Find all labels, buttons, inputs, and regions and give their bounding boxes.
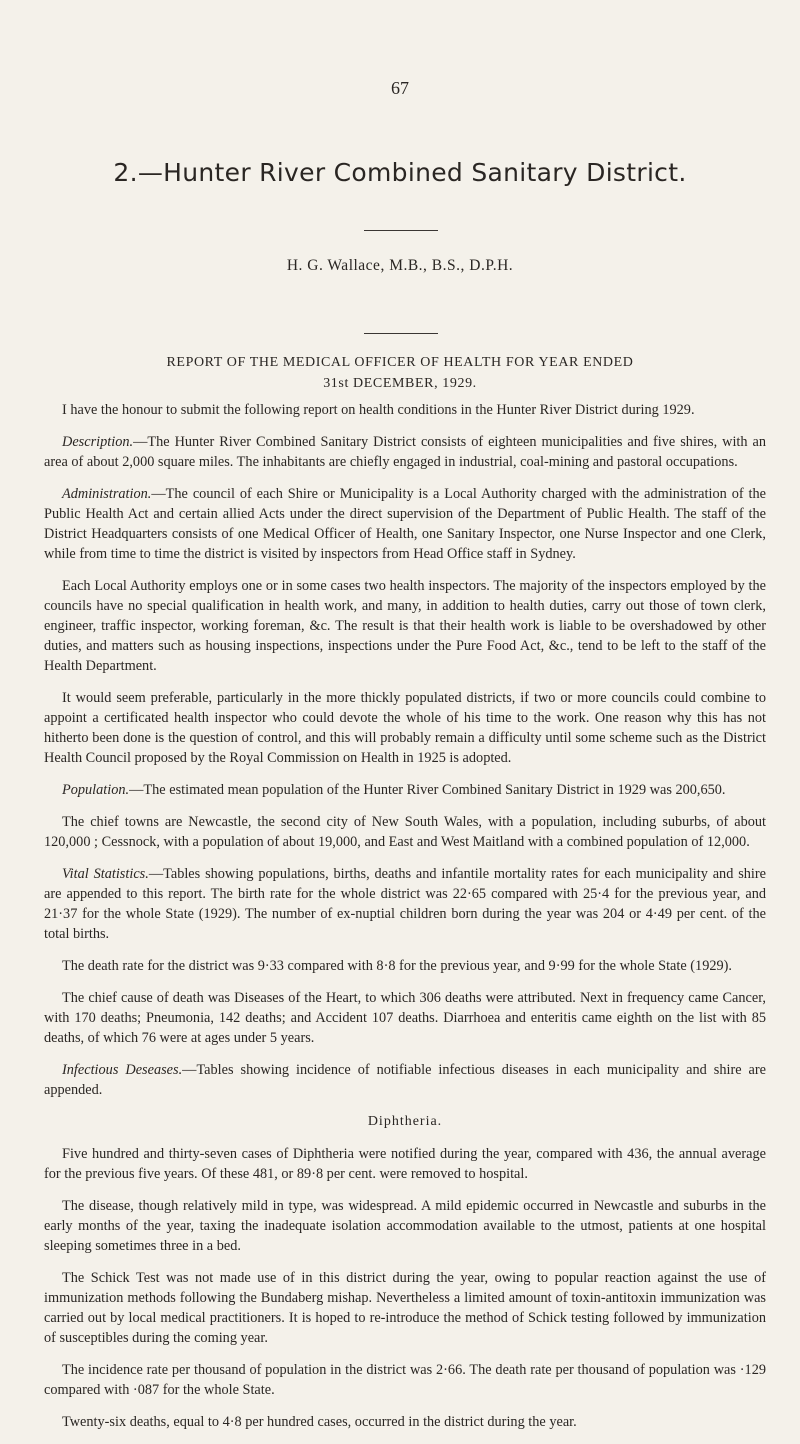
paragraph-text: The chief cause of death was Diseases of the Heart, to which 306 deaths were attributed. Next in frequency came Cancer, with 170 deaths; Pneumonia, 142 deaths; and Accident 107 deaths. Diarrhoea and enteritis came eighth on the list with 85 deaths, of which 76 were at ages under 5 years. bbox=[44, 990, 766, 1046]
paragraph: Twenty-six deaths, equal to 4·8 per hundred cases, occurred in the district during the year. bbox=[62, 1414, 577, 1430]
paragraph: The Schick Test was not made use of in this district during the year, owing to popular reaction against the use of immunization methods following the Bundaberg mishap. Nevertheless a limited amount of toxin-antitoxin immunization was carried out by local medical practitioners. It is hoped to re-introduce the method of Schick testing followed by immunization of susceptibles during the coming year. bbox=[44, 1270, 766, 1346]
author-line: H. G. Wallace, M.B., B.S., D.P.H. bbox=[286, 257, 514, 274]
section-heading: 2.—Hunter River Combined Sanitary District. bbox=[113, 158, 687, 187]
report-title-line: 31st DECEMBER, 1929. bbox=[323, 376, 477, 391]
paragraph-text: —Tables showing incidence of notifiable infectious diseases in each municipality and shire are appended. bbox=[44, 1062, 766, 1098]
paragraph bbox=[44, 688, 766, 768]
paragraph bbox=[44, 400, 766, 420]
diphtheria-subheading: Diphtheria. bbox=[367, 1114, 443, 1129]
paragraph-text: The death rate for the district was 9·33 compared with 8·8 for the previous year, and 9·99 for the whole State (1929). bbox=[62, 958, 732, 974]
paragraph-text: —The estimated mean population of the Hunter River Combined Sanitary District in 1929 was 200,650. bbox=[129, 782, 726, 798]
divider-rule bbox=[364, 230, 438, 231]
divider-rule bbox=[364, 333, 438, 334]
paragraph bbox=[44, 576, 766, 676]
paragraph-text: It would seem preferable, particularly in the more thickly populated districts, if two or more councils could combine to appoint a certificated health inspector who could devote the whole of his time to the work. One reason why this has not hitherto been done is the question of control, and this will probably remain a difficulty until some scheme such as the District Health Council proposed by the Royal Commission on Health in 1925 is adopted. bbox=[44, 690, 766, 766]
paragraph-text: —The council of each Shire or Municipality is a Local Authority charged with the administration of the Public Health Act and certain allied Acts under the direct supervision of the Department of Public Health. The staff of the District Headquarters consists of one Medical Officer of Health, one Sanitary Inspector, one Nurse Inspector and one Clerk, while from time to time the district is visited by inspectors from Head Office staff in Sydney. bbox=[44, 486, 766, 562]
paragraph-text: I have the honour to submit the following report on health conditions in the Hunter River District during 1929. bbox=[62, 402, 695, 418]
paragraph: Five hundred and thirty-seven cases of Diphtheria were notified during the year, compared with 436, the annual average for the previous five years. Of these 481, or 89·8 per cent. were removed to hospital. bbox=[44, 1146, 766, 1182]
paragraph-lead: Description. bbox=[62, 434, 134, 450]
paragraph-text: —Tables showing populations, births, deaths and infantile mortality rates for each municipality and shire are appended to this report. The birth rate for the whole district was 22·65 compared with 25·4 for the previous year, and 21·37 for the whole State (1929). The number of ex-nuptial children born during the year was 204 or 4·49 per cent. of the total births. bbox=[44, 866, 766, 942]
report-title bbox=[0, 352, 800, 394]
paragraph bbox=[44, 956, 766, 976]
paragraph bbox=[44, 1060, 766, 1100]
paragraph-lead: Administration. bbox=[62, 486, 152, 502]
report-body bbox=[44, 400, 766, 1444]
paragraph: The incidence rate per thousand of population in the district was 2·66. The death rate per thousand of population was ·129 compared with ·087 for the whole State. bbox=[44, 1362, 766, 1398]
paragraph bbox=[44, 864, 766, 944]
report-title-line: REPORT OF THE MEDICAL OFFICER OF HEALTH FOR YEAR ENDED bbox=[166, 355, 634, 370]
paragraph bbox=[44, 988, 766, 1048]
paragraph: The disease, though relatively mild in type, was widespread. A mild epidemic occurred in Newcastle and suburbs in the early months of the year, taxing the inadequate isolation accommodation available to the utmost, patients at one hospital sleeping sometimes three in a bed. bbox=[44, 1198, 766, 1254]
page-number: 67 bbox=[391, 78, 409, 98]
paragraph-text: —The Hunter River Combined Sanitary District consists of eighteen municipalities and five shires, with an area of about 2,000 square miles. The inhabitants are chiefly engaged in industrial, coal-mining and pastoral occupations. bbox=[44, 434, 766, 470]
paragraph bbox=[44, 432, 766, 472]
paragraph-lead: Infectious Deseases. bbox=[62, 1062, 183, 1078]
paragraph-lead: Population. bbox=[62, 782, 130, 798]
paragraph bbox=[44, 780, 766, 800]
paragraph-lead: Vital Statistics. bbox=[62, 866, 149, 882]
paragraph-text: Each Local Authority employs one or in some cases two health inspectors. The majority of the inspectors employed by the councils have no special qualification in health work, and many, in addition to health duties, carry out those of town clerk, engineer, traffic inspector, working foreman, &c. The result is that their health work is liable to be overshadowed by other duties, and matters such as housing inspections, inspections under the Pure Food Act, &c., tend to be left to the staff of the Health Department. bbox=[44, 578, 766, 674]
paragraph-text: The chief towns are Newcastle, the second city of New South Wales, with a population, including suburbs, of about 120,000 ; Cessnock, with a population of about 19,000, and East and West Maitland with a combined population of 12,000. bbox=[44, 814, 766, 850]
paragraph bbox=[44, 484, 766, 564]
paragraph bbox=[44, 812, 766, 852]
